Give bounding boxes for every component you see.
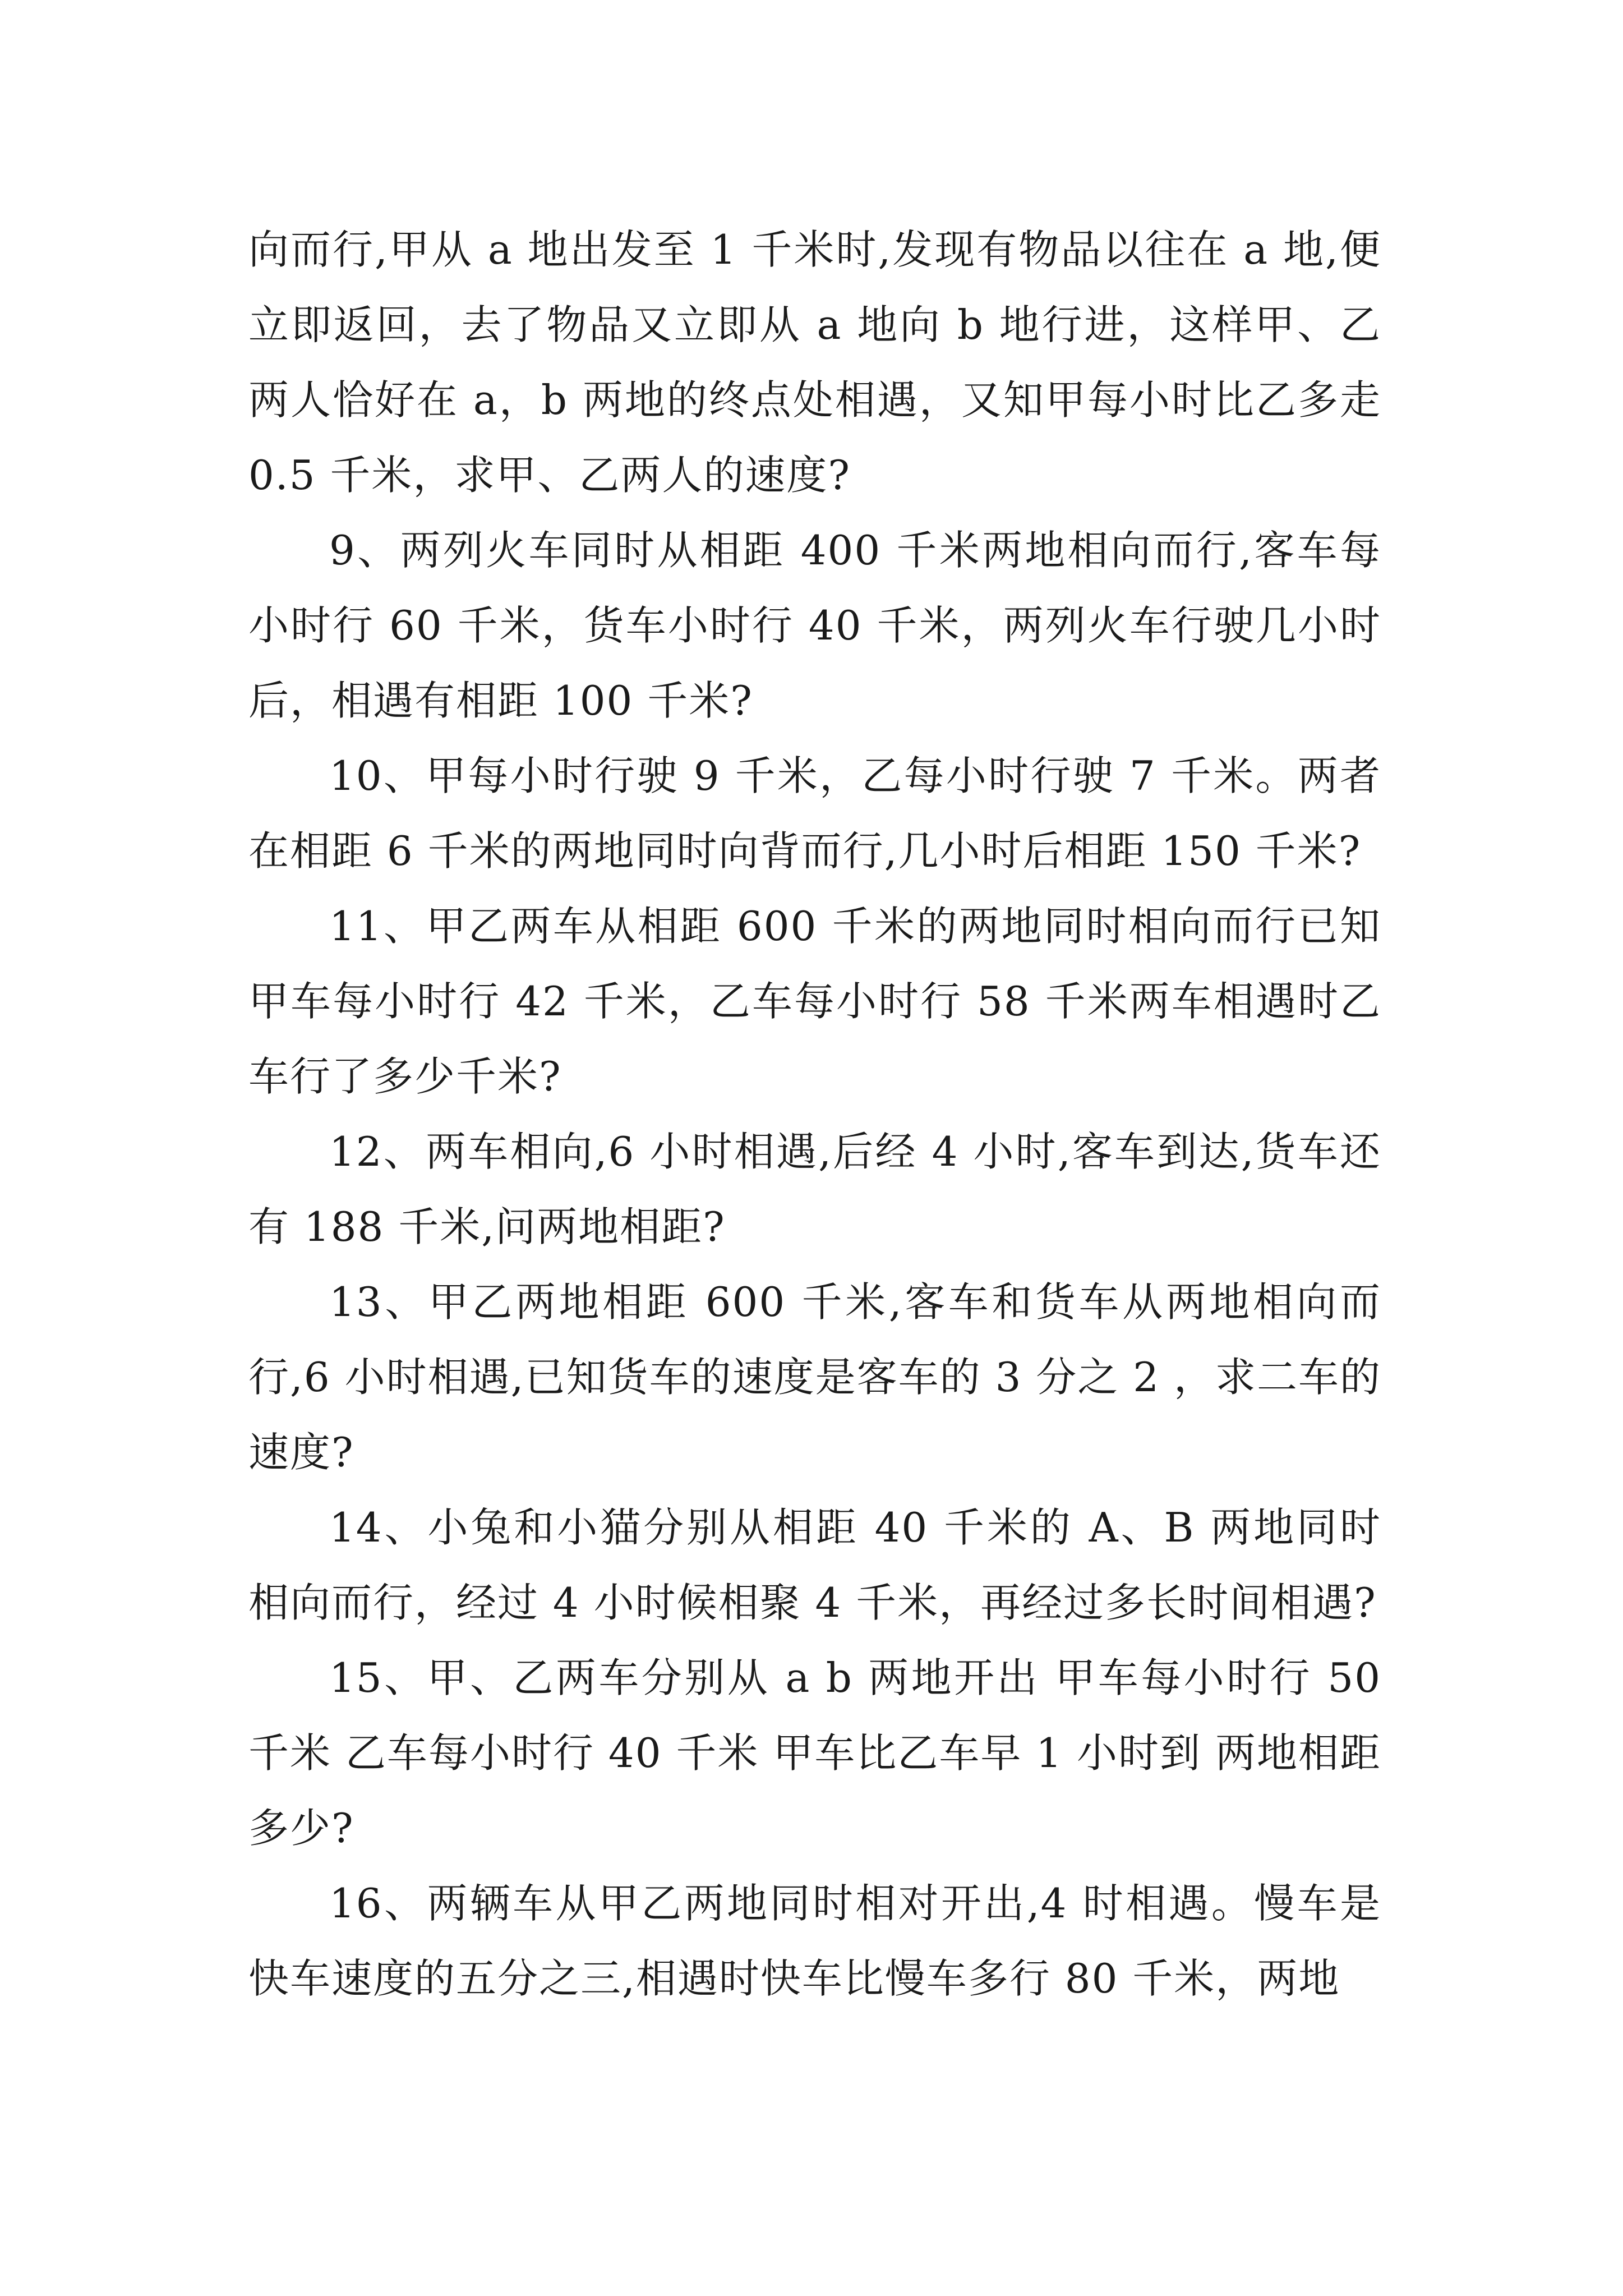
problem-15: 15、甲、乙两车分别从 a b 两地开出 甲车每小时行 50 千米 乙车每小时行 40 千米 甲车比乙车早 1 小时到 两地相距多少? <box>248 1654 1381 1852</box>
problem-13: 13、甲乙两地相距 600 千米,客车和货车从两地相向而行,6 小时相遇,已知货车的速度是客车的 3 分之 2 ，求二车的速度? <box>248 1278 1381 1476</box>
paragraph-continuation: 向而行,甲从 a 地出发至 1 千米时,发现有物品以往在 a 地,便立即返回，去了物品又立即从 a 地向 b 地行进，这样甲、乙两人恰好在 a，b 两地的终点处相遇，又知甲每小时比乙多走 0.5 千米，求甲、乙两人的速度? <box>248 226 1381 499</box>
problem-14: 14、小兔和小猫分别从相距 40 千米的 A、B 两地同时相向而行，经过 4 小时候相聚 4 千米，再经过多长时间相遇? <box>248 1504 1381 1626</box>
problem-9: 9、两列火车同时从相距 400 千米两地相向而行,客车每小时行 60 千米，货车小时行 40 千米，两列火车行驶几小时后，相遇有相距 100 千米? <box>248 527 1381 724</box>
document-body <box>248 212 1381 2016</box>
problem-12: 12、两车相向,6 小时相遇,后经 4 小时,客车到达,货车还有 188 千米,问两地相距? <box>248 1128 1381 1250</box>
problem-11: 11、甲乙两车从相距 600 千米的两地同时相向而行已知甲车每小时行 42 千米，乙车每小时行 58 千米两车相遇时乙车行了多少千米? <box>248 903 1381 1100</box>
problem-10: 10、甲每小时行驶 9 千米，乙每小时行驶 7 千米。两者在相距 6 千米的两地同时向背而行,几小时后相距 150 千米? <box>248 752 1381 875</box>
problem-16: 16、两辆车从甲乙两地同时相对开出,4 时相遇。慢车是快车速度的五分之三,相遇时快车比慢车多行 80 千米，两地 <box>248 1880 1381 2002</box>
